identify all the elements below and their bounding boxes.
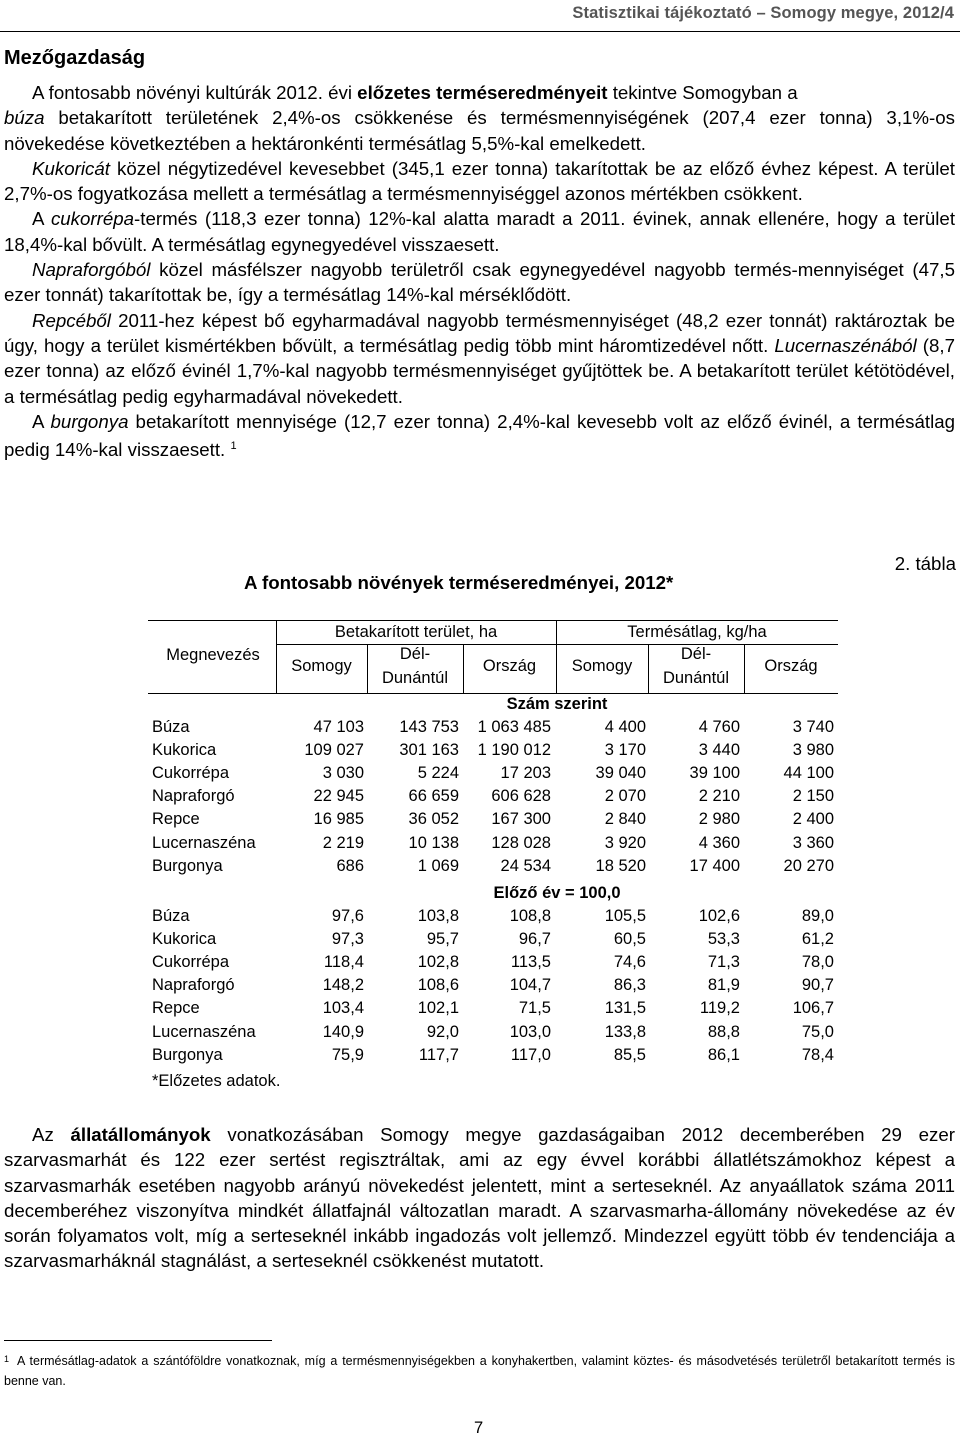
index-cell: 104,7 [509,976,551,995]
page-number: 7 [474,1419,484,1437]
index-cell: 85,5 [613,1045,646,1064]
absolute-cell: 17 203 [500,764,551,783]
table-top-rule [148,620,838,621]
index-cell: 148,2 [322,976,364,995]
index-row-label: Búza [152,907,190,925]
index-cell: 103,0 [509,1022,551,1041]
index-row-label: Lucernaszéna [152,1022,256,1041]
absolute-cell: 3 360 [792,833,834,852]
absolute-cell: 3 170 [604,741,646,760]
absolute-cell: 3 440 [698,741,740,760]
index-cell: 105,5 [604,907,646,925]
index-cell: 71,3 [707,953,740,972]
col-header-del: Dél- [399,645,431,663]
absolute-cell: 3 030 [322,764,364,783]
index-cell: 95,7 [426,930,459,949]
footnote-rule [4,1340,272,1341]
index-cell: 118,4 [323,953,364,972]
index-cell: 96,7 [518,930,551,949]
absolute-cell: 18 520 [595,856,646,875]
index-cell: 106,7 [792,999,834,1018]
index-cell: 117,0 [510,1045,551,1064]
absolute-cell: 4 360 [698,833,740,852]
absolute-cell: 36 052 [408,810,459,829]
index-cell: 97,6 [331,907,364,925]
index-cell: 108,6 [417,976,459,995]
absolute-cell: 301 163 [399,741,459,760]
absolute-cell: 39 100 [689,764,740,783]
absolute-cell: 167 300 [491,810,551,829]
index-cell: 61,2 [801,930,834,949]
index-cell: 60,5 [613,930,646,949]
paragraph-4: Napraforgóból közel másfélszer nagyobb területről csak egynegyedével nagyobb termés-mennyiséget (47,5 ezer tonnát) takarítottak be, így a termésátlag 14%-kal mérséklődött. [4,259,955,306]
index-cell: 102,6 [698,907,740,925]
absolute-cell: 686 [336,856,364,875]
col-header-del-2: Dél- [680,645,712,663]
absolute-cell: 47 103 [313,718,364,736]
absolute-cell: 3 740 [792,718,834,736]
absolute-cell: 1 190 012 [477,741,551,760]
absolute-cell: 2 219 [322,833,364,852]
absolute-row-label: Burgonya [152,856,223,875]
index-row-label: Repce [152,999,200,1018]
absolute-row-label: Cukorrépa [152,764,230,783]
footnote [4,1351,955,1391]
index-cell: 117,7 [418,1045,459,1064]
table-note: *Előzetes adatok. [152,1072,281,1090]
table-title: A fontosabb növények terméseredményei, 2012* [244,572,674,593]
livestock-paragraph: Az állatállományok vonatkozásában Somogy megye gazdaságaiban 2012 decemberében 29 ezer szarvasmarhát és 122 ezer sertést regisztráltak, ami az egy évvel korábbi állatlétszámokhoz képest a szarvasmarhák esetében nagyobb arányú növekedést jelentett, mint a serteseknél. Az anyaállatok száma 2011 decemberéhez viszonyítva mindkét állatfajnál változatlan maradt. A szarvasmarha-állomány növekedése az év során folyamatos volt, míg a serteseknél inkább ingadozás volt jellemző. Mindezzel együtt több év tendenciája a szarvasmarháknál stagnálást, a serteseknél csökkenést mutatott. [4,1124,955,1272]
index-cell: 88,8 [707,1022,740,1041]
index-cell: 90,7 [801,976,834,995]
index-cell: 131,5 [604,999,646,1018]
absolute-row-label: Lucernaszéna [152,833,256,852]
footnote-text: A termésátlag-adatok a szántóföldre vonatkoznak, míg a termésmennyiségekben a konyhakertben, valamint köztes- és másodvetésés területről betakarított termés is benne van. [4,1354,955,1388]
paragraph-3: A cukorrépa-termés (118,3 ezer tonna) 12%-kal alatta maradt a 2011. évinek, annak ellenére, hogy a terület 18,4%-kal bővült. A termésátlag egynegyedével visszaesett. [4,208,956,255]
absolute-cell: 16 985 [313,810,364,829]
header-rule [0,31,960,32]
index-cell: 92,0 [426,1022,459,1041]
col-header-dunantul: Dunántúl [381,669,449,687]
absolute-cell: 128 028 [491,833,551,852]
absolute-cell: 2 210 [698,787,740,806]
index-cell: 78,4 [801,1045,834,1064]
absolute-cell: 606 628 [491,787,551,806]
index-cell: 71,5 [518,999,551,1018]
index-cell: 97,3 [331,930,364,949]
index-cell: 53,3 [707,930,740,949]
paragraph-5: Repcéből 2011-hez képest bő egyharmadával nagyobb termésmennyiséget (48,2 ezer tonnát) raktároztak be úgy, hogy a terület kismértékben bővült, a termésátlag pedig több mint háromtizedével nőtt. Lucernaszénából (8,7 ezer tonna) az előző évinél 1,7%-kal nagyobb termésmennyiséget gyűjtöttek be. A betakarított terület kétötödével, a termésátlag pedig egyharmadával növekedett. [4,309,955,407]
paragraph-1-cont: búza betakarított területének 2,4%-os csökkenése és termésmennyiségének (207,4 ezer tonna) 3,1%-os növekedése következtében a hektáronkénti termésátlag 5,5%-kal emelkedett. [4,107,955,154]
index-cell: 108,8 [509,907,551,925]
absolute-row-label: Kukorica [152,741,217,760]
index-cell: 140,9 [322,1022,364,1041]
col-header-dunantul-2: Dunántúl [662,669,730,687]
col-group-yield: Termésátlag, kg/ha [627,623,767,641]
index-cell: 103,4 [322,999,364,1018]
absolute-row-label: Napraforgó [152,787,235,806]
absolute-cell: 1 063 485 [477,718,551,736]
footnote-number: 1 [4,1354,10,1364]
absolute-cell: 66 659 [408,787,459,806]
absolute-cell: 20 270 [783,856,834,875]
index-cell: 113,5 [510,953,551,972]
index-cell: 78,0 [801,953,834,972]
paragraph-2: Kukoricát közel négytizedével kevesebbet (345,1 ezer tonna) takarítottak be az előző évhez képest. A terület 2,7%-os fogyatkozása mellett a termésátlag a termésmennyiséggel azonos mértékben csökkent. [4,157,955,205]
index-cell: 86,3 [613,976,646,995]
absolute-cell: 143 753 [399,718,459,736]
absolute-cell: 17 400 [689,856,740,875]
absolute-cell: 2 400 [792,810,834,829]
section-title: Mezőgazdaság [4,47,146,69]
absolute-cell: 44 100 [783,764,834,783]
absolute-row-label: Repce [152,810,200,829]
index-cell: 74,6 [613,953,646,972]
col-header-orszag-2: Ország [764,657,818,675]
absolute-cell: 2 070 [604,787,646,806]
table-header-bottom-rule [148,693,838,694]
absolute-cell: 3 920 [604,833,646,852]
col-header-name: Megnevezés [166,646,260,664]
table-label: 2. tábla [894,553,956,574]
absolute-cell: 5 224 [417,764,459,783]
absolute-cell: 4 760 [698,718,740,736]
absolute-row-label: Búza [152,718,190,736]
index-row-label: Napraforgó [152,976,235,995]
absolute-cell: 10 138 [408,833,459,852]
index-cell: 86,1 [707,1045,740,1064]
table-header-rule [276,644,838,645]
footnote-ref: 1 [230,440,237,453]
absolute-cell: 1 069 [417,856,459,875]
col-header-somogy: Somogy [291,657,352,675]
section-header-index: Előző év = 100,0 [493,884,621,902]
col-header-orszag: Ország [482,657,537,675]
index-cell: 81,9 [707,976,740,995]
index-cell: 89,0 [801,907,834,925]
index-cell: 75,9 [331,1045,364,1064]
absolute-cell: 22 945 [313,787,364,806]
header-title: Statisztikai tájékoztató – Somogy megye, 2012/4 [572,4,954,22]
index-row-label: Kukorica [152,930,217,949]
paragraph-6: A burgonya betakarított mennyisége (12,7 ezer tonna) 2,4%-kal kevesebb volt az előző évinél, a termésátlag pedig 14%-kal visszaesett. $^1$ [4,410,956,461]
col-header-somogy-2: Somogy [571,657,633,675]
absolute-cell: 2 980 [698,810,740,829]
index-cell: 119,2 [699,999,740,1018]
absolute-cell: 2 150 [792,787,834,806]
absolute-cell: 2 840 [604,810,646,829]
livestock-text [4,1122,955,1274]
col-group-area: Betakarított terület, ha [334,623,498,641]
index-cell: 133,8 [604,1022,646,1041]
index-cell: 75,0 [801,1022,834,1041]
intro-text [4,80,955,463]
index-cell: 103,8 [417,907,459,925]
absolute-cell: 39 040 [595,764,646,783]
paragraph-1: A fontosabb növényi kultúrák 2012. évi előzetes terméseredményeit tekintve Somogyban a [32,82,798,103]
index-cell: 102,8 [417,953,459,972]
absolute-cell: 109 027 [304,741,364,760]
index-cell: 102,1 [417,999,459,1018]
absolute-cell: 4 400 [604,718,646,736]
section-header-absolute: Szám szerint [506,695,608,713]
absolute-cell: 24 534 [500,856,551,875]
index-row-label: Cukorrépa [152,953,230,972]
index-row-label: Burgonya [152,1045,223,1064]
absolute-cell: 3 980 [792,741,834,760]
